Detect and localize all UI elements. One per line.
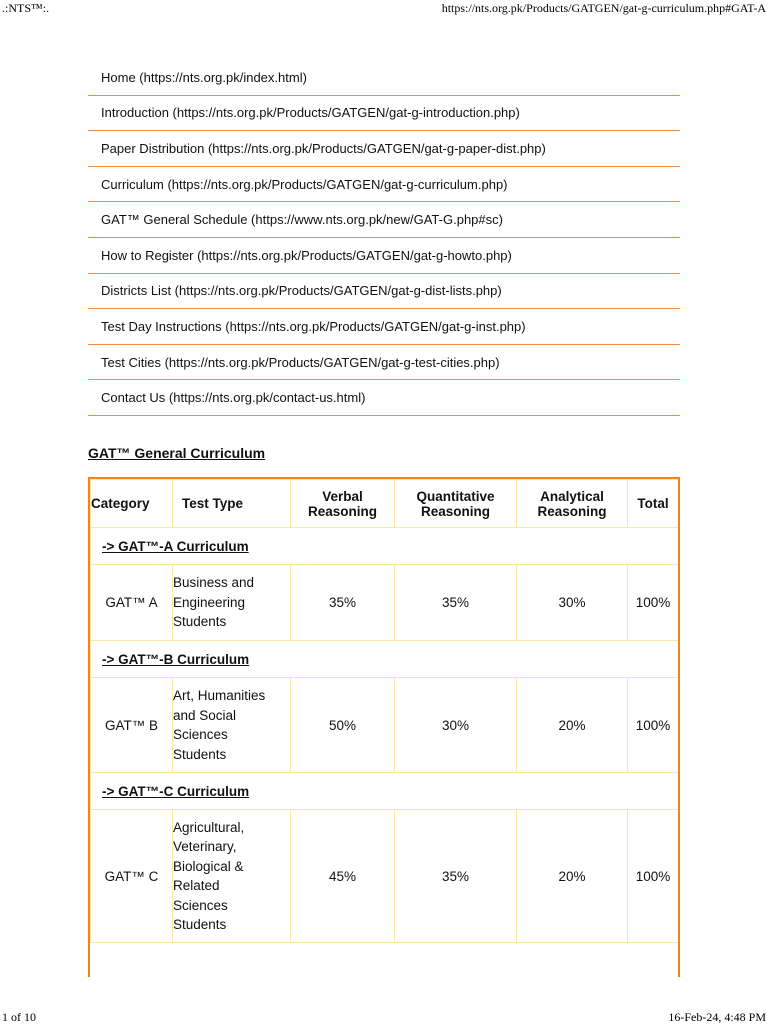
curriculum-table-container (88, 477, 680, 977)
header-analytical-line1: Analytical (540, 488, 604, 504)
cell-quantitative: 35% (395, 810, 517, 943)
nav-item-contact-us[interactable]: Contact Us (https://nts.org.pk/contact-us.html) (88, 380, 680, 416)
group-heading-gat-a[interactable]: -> GAT™-A Curriculum (91, 528, 679, 565)
test-type-line: Students (173, 614, 227, 630)
cell-total: 100% (628, 565, 679, 641)
cell-analytical: 30% (517, 565, 628, 641)
group-heading-gat-c[interactable]: -> GAT™-C Curriculum (91, 773, 679, 810)
test-type-line: Students (173, 917, 227, 932)
cell-test-type (173, 678, 291, 773)
nav-item-test-day-instructions[interactable]: Test Day Instructions (https://nts.org.pk/Products/GATGEN/gat-g-inst.php) (88, 309, 680, 345)
table-continuation-cell (91, 943, 679, 978)
table-header-row (91, 480, 679, 528)
header-quantitative-reasoning (395, 480, 517, 528)
test-type-line: Engineering (173, 594, 246, 610)
print-header-url: https://nts.org.pk/Products/GATGEN/gat-g-curriculum.php#GAT-A (441, 1, 766, 15)
cell-category: GAT™ A (91, 565, 173, 641)
section-title: GAT™ General Curriculum (88, 445, 266, 461)
nav-item-schedule[interactable]: GAT™ General Schedule (https://www.nts.org.pk/new/GAT-G.php#sc) (88, 202, 680, 238)
test-type-line: Sciences (173, 897, 228, 913)
group-heading-row (91, 641, 679, 678)
table-row (91, 565, 679, 641)
table-row (91, 678, 679, 773)
test-type-line: Business and (173, 575, 255, 591)
nav-item-how-to-register[interactable]: How to Register (https://nts.org.pk/Products/GATGEN/gat-g-howto.php) (88, 238, 680, 274)
header-quant-line1: Quantitative (416, 488, 495, 504)
header-verbal-reasoning (291, 480, 395, 528)
test-type-line: Related (173, 878, 220, 893)
test-type-line: Agricultural, (173, 819, 245, 835)
nav-item-introduction[interactable]: Introduction (https://nts.org.pk/Products/GATGEN/gat-g-introduction.php) (88, 96, 680, 132)
cell-verbal: 45% (291, 810, 395, 943)
cell-category: GAT™ C (91, 810, 173, 943)
test-type-line: Sciences (173, 727, 228, 742)
cell-verbal: 35% (291, 565, 395, 641)
header-analytical-reasoning (517, 480, 628, 528)
nav-item-test-cities[interactable]: Test Cities (https://nts.org.pk/Products/GATGEN/gat-g-test-cities.php) (88, 345, 680, 381)
nav-item-districts-list[interactable]: Districts List (https://nts.org.pk/Products/GATGEN/gat-g-dist-lists.php) (88, 274, 680, 310)
curriculum-table (90, 479, 679, 977)
header-total: Total (628, 480, 679, 528)
cell-category: GAT™ B (91, 678, 173, 773)
test-type-line: and Social (173, 707, 237, 723)
header-category: Category (91, 480, 173, 528)
header-verbal-line1: Verbal (322, 488, 363, 504)
header-quant-line2: Reasoning (420, 503, 490, 519)
print-header-title: .:NTS™:. (2, 1, 50, 15)
cell-total: 100% (628, 678, 679, 773)
test-type-line: Students (173, 746, 227, 762)
cell-analytical: 20% (517, 678, 628, 773)
group-heading-row (91, 773, 679, 810)
cell-analytical: 20% (517, 810, 628, 943)
test-type-line: Veterinary, (173, 839, 237, 854)
nav-item-paper-distribution[interactable]: Paper Distribution (https://nts.org.pk/Products/GATGEN/gat-g-paper-dist.php) (88, 131, 680, 167)
nav-item-curriculum[interactable]: Curriculum (https://nts.org.pk/Products/GATGEN/gat-g-curriculum.php) (88, 167, 680, 203)
cell-test-type (173, 565, 291, 641)
test-type-line: Biological & (173, 858, 244, 874)
cell-test-type (173, 810, 291, 943)
table-continuation-row (91, 943, 679, 978)
table-row (91, 810, 679, 943)
cell-quantitative: 35% (395, 565, 517, 641)
group-heading-gat-b[interactable]: -> GAT™-B Curriculum (91, 641, 679, 678)
test-type-line: Art, Humanities (173, 688, 266, 703)
nav-item-home[interactable]: Home (https://nts.org.pk/index.html) (88, 60, 680, 96)
cell-total: 100% (628, 810, 679, 943)
nav-menu (88, 60, 680, 416)
print-footer-timestamp: 16-Feb-24, 4:48 PM (668, 1010, 766, 1024)
cell-verbal: 50% (291, 678, 395, 773)
header-verbal-line2: Reasoning (307, 503, 377, 519)
header-test-type: Test Type (173, 480, 291, 528)
print-footer-page-count: 1 of 10 (2, 1010, 36, 1024)
cell-quantitative: 30% (395, 678, 517, 773)
group-heading-row (91, 528, 679, 565)
header-analytical-line2: Reasoning (537, 503, 607, 519)
